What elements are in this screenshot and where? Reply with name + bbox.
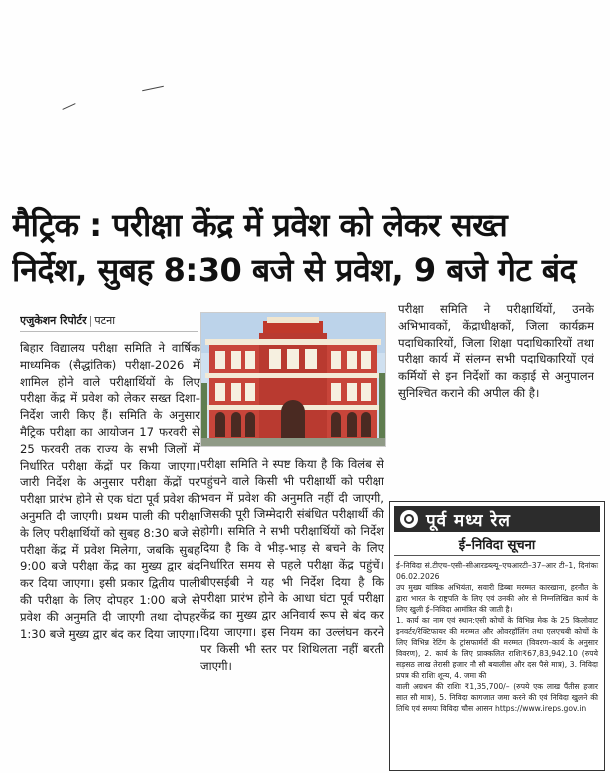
headline-line-1: मैट्रिक : परीक्षा केंद्र में प्रवेश को लेकर सख्त <box>12 206 508 244</box>
notice-item-1: 1. कार्य का नाम एवं स्थान:एसी कोचों के विभिन्न मेक के 25 किलोवाट इनवर्टर/रेक्टिफायर की मरम्मत और ओवरहॉलिंग तथा एलएचबी कोचों के लिए विभिन्न रेटिंग के ट्रांसफार्मरों की मरम्मत (विवरण–कार्य के अनुसार विवरण), 2. कार्य के लिए प्राक्कलित राशिः₹67,83,942.10 (रुपये सड़सठ लाख तेरासी हजार नौ सौ बयालीस और दस पैसे मात्र), 3. निविदा प्रपत्र की राशिः शून्य, 4. जमा की <box>396 616 598 680</box>
notice-intro: उप मुख्य यांत्रिक अभियंता, सवारी डिब्बा मरम्मत कारखाना, हरनौत के द्वारा भारत के राष्ट्रपति के लिए एवं उनकी ओर से निम्नलिखित कार्य के लिए खुली ई–निविदा आमंत्रित की जाती है। <box>396 583 598 614</box>
reporter-name: एजुकेशन रिपोर्टर <box>20 314 87 327</box>
building-illustration <box>201 313 385 446</box>
tender-notice <box>389 501 605 771</box>
article-column-3: परीक्षा समिति ने परीक्षार्थियों, उनके अभिभावकों, केंद्राधीक्षकों, जिला कार्यक्रम पदाधिकारियों, जिला शिक्षा पदाधिकारियों तथा परीक्षा कार्य में संलग्न सभी पदाधिकारियों एवं कर्मियों से इन निर्देशों का कड़ाई से अनुपालन सुनिश्चित कराने की अपील की है। <box>398 302 594 400</box>
scan-mark <box>62 103 75 110</box>
headline-line-2: निर्देश, सुबह 8:30 बजे से प्रवेश, 9 बजे गेट बंद <box>12 251 576 289</box>
notice-header <box>394 506 600 532</box>
notice-organization: पूर्व मध्य रेल <box>426 510 511 531</box>
byline-location: पटना <box>94 314 116 327</box>
notice-item-2: वाली अग्रधन की राशिः ₹1,35,700/– (रुपये एक लाख पैंतीस हजार सात सौ मात्र), 5. निविदा कागजात जमा करने की एवं निविदा खुलने की तिथि एवं समयः विविदा चौस आसन https://www.ireps.gov.in <box>396 682 598 713</box>
notice-title: ई–निविदा सूचना <box>394 535 600 556</box>
notice-body <box>390 558 604 714</box>
byline <box>20 313 198 332</box>
byline-separator: | <box>88 314 93 327</box>
article-column-2: परीक्षा समिति ने स्पष्ट किया है कि विलंब से पहुंचने वाले किसी भी परीक्षार्थी को परीक्षा भवन में प्रवेश की अनुमति नहीं दी जाएगी, जिसकी पूरी जिम्मेदारी संबंधित परीक्षार्थी की होगी। समिति ने सभी परीक्षार्थियों को निर्देश दिया है कि वे भीड़-भाड़ से बचने के लिए निर्धारित समय से पहले परीक्षा केंद्र पहुंचें। बीएसईबी ने यह भी निर्देश दिया है कि परीक्षा प्रारंभ होने के आधा घंटा पूर्व परीक्षा केंद्र का मुख्य द्वार अनिवार्य रूप से बंद कर दिया जाएगा। इस नियम का उल्लंघन करने पर किसी भी स्तर पर शिथिलता नहीं बरती जाएगी। <box>200 457 384 673</box>
railway-logo-icon <box>400 510 418 528</box>
article-column-1: बिहार विद्यालय परीक्षा समिति ने वार्षिक माध्यमिक (सैद्धांतिक) परीक्षा-2026 में शामिल होने वाले परीक्षार्थियों के लिए परीक्षा केंद्र में प्रवेश को लेकर सख्त दिशा-निर्देश जारी किए हैं। समिति के अनुसार मैट्रिक परीक्षा का आयोजन 17 फरवरी से 25 फरवरी तक राज्य के सभी जिलों में निर्धारित परीक्षा केंद्रों पर किया जाएगा। जारी निर्देश के अनुसार परीक्षा केंद्रों पर परीक्षा प्रारंभ होने से एक घंटा पूर्व प्रवेश की अनुमति दी जाएगी। प्रथम पाली की परीक्षा के लिए परीक्षार्थियों को सुबह 8:30 बजे से परीक्षा केंद्र में प्रवेश मिलेगा, जबकि सुबह 9:00 बजे परीक्षा केंद्र का मुख्य द्वार बंद कर दिया जाएगा। इसी प्रकार द्वितीय पाली की परीक्षा के लिए दोपहर 1:00 बजे से प्रवेश की अनुमति दी जाएगी तथा दोपहर 1:30 बजे मुख्य द्वार बंद कर दिया जाएगा। <box>20 341 200 641</box>
notice-reference: ई–निविदा सं.टीएच–एसी–सीआरडब्ल्यू–एचआरटी–37–आर टी–1, दिनांकः 06.02.2026 <box>396 561 598 581</box>
scan-mark <box>142 86 164 92</box>
building-photo <box>200 312 386 447</box>
